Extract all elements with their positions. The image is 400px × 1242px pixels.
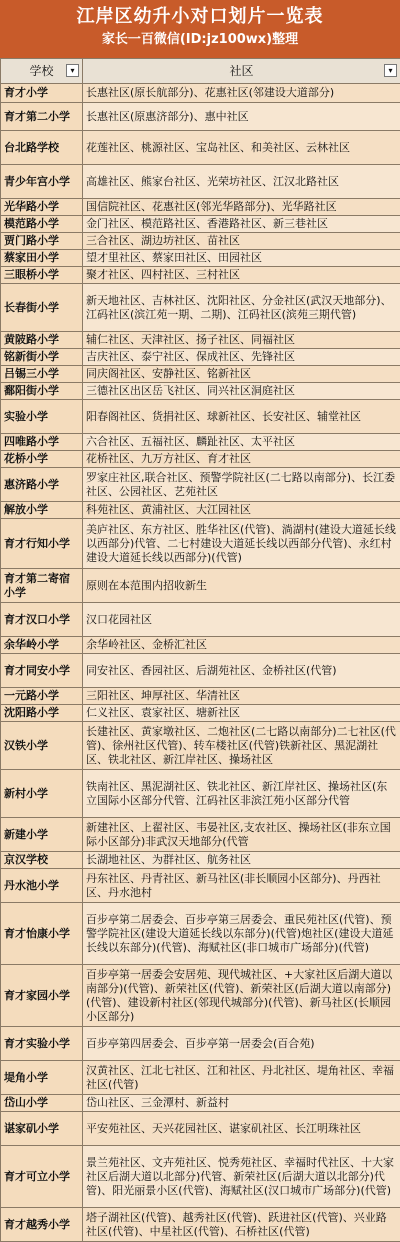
community-list-cell: 新天地社区、吉林社区、沈阳社区、分金社区(武汉天地部分)、江码社区(滨江苑一期、二期)、江码社区(滨苑三期代管) — [83, 284, 400, 332]
school-name-cell: 京汉学校 — [1, 852, 83, 869]
community-list-cell: 铁南社区、黑泥湖社区、铁北社区、新江岸社区、操场社区(东立国际小区部分代管、江码社区非滨江苑小区部分代管 — [83, 770, 400, 818]
table-row — [1, 131, 400, 165]
school-name-cell: 模范路小学 — [1, 216, 83, 233]
community-list-cell: 景兰苑社区、文卉苑社区、悦秀苑社区、幸福时代社区、十大家社区后湖大道以北部分)代管、新荣社区(后湖大道以北部分)代管)、阳光丽景小区(代管)、海赋社区(汉口城市广场部分)(代管) — [83, 1146, 400, 1208]
community-list-cell: 美庐社区、东方社区、胜华社区(代管)、淌湖村(建设大道延长线以西部分)代管、二七村建设大道延长线以西部分代管)、永红村建设大道延长线以西部分)(代管) — [83, 519, 400, 569]
community-list-cell: 仁义社区、袁家社区、塘新社区 — [83, 705, 400, 722]
table-row — [1, 349, 400, 366]
table-row — [1, 103, 400, 131]
community-list-cell: 百步亭第一居委会安居苑、现代城社区、+大家社区后湖大道以南部分)(代管)、新荣社区(代管)、新荣社区(后湖大道以南部分)(代管)、建设新村社区(邻现代城部分)(代管)、新马社区(长顺园小区部分) — [83, 965, 400, 1027]
table-row — [1, 1027, 400, 1061]
community-list-cell: 阳春阁社区、货捐社区、球新社区、长安社区、辅堂社区 — [83, 400, 400, 434]
community-list-cell: 长惠社区(原惠济部分)、惠中社区 — [83, 103, 400, 131]
school-name-cell: 岱山小学 — [1, 1095, 83, 1112]
community-list-cell: 汉黄社区、江北七社区、江和社区、丹北社区、堤角社区、幸福社区(代管) — [83, 1061, 400, 1095]
community-list-cell: 新建社区、上翟社区、韦晏社区,支农社区、操场社区(非东立国际小区部分)非武汉天地部分(代管 — [83, 818, 400, 852]
table-row — [1, 1112, 400, 1146]
table-row — [1, 654, 400, 688]
community-list-cell: 金门社区、模范路社区、香港路社区、新三巷社区 — [83, 216, 400, 233]
community-list-cell: 罗家庄社区,联合社区、预警学院社区(二七路以南部分)、长江委社区、公园社区、艺苑社区 — [83, 468, 400, 502]
community-list-cell: 同庆阁社区、安静社区、铭新社区 — [83, 366, 400, 383]
community-list-cell: 百步亭第二居委会、百步亭第三居委会、重民苑社区(代管)、预警学院社区(建设大道延长线以东部分)(代管)炮社区(建设大道延长线以东部分)(代管)、海赋社区(非口城市广场部分)(代管) — [83, 903, 400, 965]
table-row — [1, 165, 400, 199]
school-name-cell: 一元路小学 — [1, 688, 83, 705]
school-name-cell: 四唯路小学 — [1, 434, 83, 451]
community-list-cell: 丹东社区、丹青社区、新马社区(非长顺园小区部分)、丹西社区、丹水池村 — [83, 869, 400, 903]
school-name-cell: 谌家矶小学 — [1, 1112, 83, 1146]
school-name-cell: 育才同安小学 — [1, 654, 83, 688]
school-district-table — [0, 58, 400, 1242]
table-row — [1, 383, 400, 400]
table-row — [1, 569, 400, 603]
column-header-area[interactable] — [83, 59, 400, 84]
school-name-cell: 余华岭小学 — [1, 637, 83, 654]
school-name-cell: 台北路学校 — [1, 131, 83, 165]
community-list-cell: 三合社区、湖边坊社区、苗社区 — [83, 233, 400, 250]
community-list-cell: 吉庆社区、泰宁社区、保成社区、先锋社区 — [83, 349, 400, 366]
school-name-cell: 育才怡康小学 — [1, 903, 83, 965]
column-header-area-label: 社区 — [229, 64, 253, 78]
school-name-cell: 蔡家田小学 — [1, 250, 83, 267]
table-row — [1, 903, 400, 965]
table-row — [1, 366, 400, 383]
school-name-cell: 新村小学 — [1, 770, 83, 818]
page-header — [0, 0, 400, 58]
table-row — [1, 468, 400, 502]
school-name-cell: 育才可立小学 — [1, 1146, 83, 1208]
filter-dropdown-icon[interactable]: ▾ — [66, 64, 79, 77]
school-name-cell: 长春街小学 — [1, 284, 83, 332]
community-list-cell: 科苑社区、黄浦社区、大江园社区 — [83, 502, 400, 519]
school-name-cell: 实验小学 — [1, 400, 83, 434]
table-row — [1, 332, 400, 349]
table-row — [1, 818, 400, 852]
page-title: 江岸区幼升小对口划片一览表 — [0, 4, 400, 30]
community-list-cell: 长湖地社区、为群社区、航务社区 — [83, 852, 400, 869]
school-name-cell: 育才小学 — [1, 84, 83, 103]
table-row — [1, 519, 400, 569]
community-list-cell: 汉口花园社区 — [83, 603, 400, 637]
school-name-cell: 育才家园小学 — [1, 965, 83, 1027]
school-name-cell: 育才实验小学 — [1, 1027, 83, 1061]
school-name-cell: 育才第二寄宿小学 — [1, 569, 83, 603]
school-name-cell: 惠济路小学 — [1, 468, 83, 502]
school-name-cell: 育才汉口小学 — [1, 603, 83, 637]
table-row — [1, 434, 400, 451]
school-name-cell: 育才第二小学 — [1, 103, 83, 131]
table-row — [1, 603, 400, 637]
community-list-cell: 同安社区、香园社区、后湖苑社区、金桥社区(代管) — [83, 654, 400, 688]
community-list-cell: 余华岭社区、金桥汇社区 — [83, 637, 400, 654]
school-name-cell: 新建小学 — [1, 818, 83, 852]
table-row — [1, 869, 400, 903]
page-subtitle: 家长一百微信(ID:jz100wx)整理 — [0, 30, 400, 50]
community-list-cell: 平安苑社区、天兴花园社区、谌家矶社区、长江明珠社区 — [83, 1112, 400, 1146]
school-name-cell: 光华路小学 — [1, 199, 83, 216]
school-name-cell: 堤角小学 — [1, 1061, 83, 1095]
table-row — [1, 852, 400, 869]
table-row — [1, 1095, 400, 1112]
table-row — [1, 770, 400, 818]
school-name-cell: 育才行知小学 — [1, 519, 83, 569]
table-row — [1, 233, 400, 250]
community-list-cell: 原则在本范围内招收新生 — [83, 569, 400, 603]
column-header-school-label: 学校 — [29, 64, 53, 78]
school-name-cell: 吕锡三小学 — [1, 366, 83, 383]
table-row — [1, 965, 400, 1027]
community-list-cell: 三德社区出区岳飞社区、同兴社区洞庭社区 — [83, 383, 400, 400]
school-name-cell: 黄陂路小学 — [1, 332, 83, 349]
community-list-cell: 岱山社区、三金潭村、新益村 — [83, 1095, 400, 1112]
community-list-cell: 花莲社区、桃源社区、宝岛社区、和美社区、云林社区 — [83, 131, 400, 165]
table-row — [1, 400, 400, 434]
table-row — [1, 688, 400, 705]
community-list-cell: 花桥社区、九万方社区、育才社区 — [83, 451, 400, 468]
table-row — [1, 1061, 400, 1095]
community-list-cell: 国信院社区、花惠社区(邻光华路部分)、光华路社区 — [83, 199, 400, 216]
table-row — [1, 637, 400, 654]
school-name-cell: 铭新街小学 — [1, 349, 83, 366]
table-row — [1, 705, 400, 722]
community-list-cell: 长建社区、黄家墩社区、二炮社区(二七路以南部分)二七社区(代管)、徐州社区代管)、转车楼社区(代管)铁新社区、黑泥湖社区、铁北社区、新江岸社区、操场社区 — [83, 722, 400, 770]
school-name-cell: 鄱阳街小学 — [1, 383, 83, 400]
filter-dropdown-icon[interactable]: ▾ — [384, 64, 397, 77]
school-name-cell: 丹水池小学 — [1, 869, 83, 903]
table-row — [1, 84, 400, 103]
school-name-cell: 花桥小学 — [1, 451, 83, 468]
school-name-cell: 沈阳路小学 — [1, 705, 83, 722]
table-row — [1, 1208, 400, 1242]
table-row — [1, 284, 400, 332]
community-list-cell: 辅仁社区、天津社区、扬子社区、同福社区 — [83, 332, 400, 349]
community-list-cell: 百步亭第四居委会、百步亭第一居委会(百合苑) — [83, 1027, 400, 1061]
school-name-cell: 汉铁小学 — [1, 722, 83, 770]
community-list-cell: 聚才社区、四村社区、三村社区 — [83, 267, 400, 284]
table-row — [1, 451, 400, 468]
community-list-cell: 塔子湖社区(代管)、越秀社区(代管)、跃进社区(代管)、兴业路社区(代管)、中星社区(代管)、石桥社区(代管) — [83, 1208, 400, 1242]
table-row — [1, 267, 400, 284]
school-name-cell: 贾门路小学 — [1, 233, 83, 250]
community-list-cell: 三阳社区、坤厚社区、华清社区 — [83, 688, 400, 705]
community-list-cell: 望才里社区、蔡家田社区、田园社区 — [83, 250, 400, 267]
table-row — [1, 216, 400, 233]
community-list-cell: 六合社区、五福社区、麟趾社区、太平社区 — [83, 434, 400, 451]
school-name-cell: 解放小学 — [1, 502, 83, 519]
table-header-row — [1, 59, 400, 84]
school-name-cell: 青少年宫小学 — [1, 165, 83, 199]
school-name-cell: 育才越秀小学 — [1, 1208, 83, 1242]
table-row — [1, 722, 400, 770]
table-row — [1, 502, 400, 519]
community-list-cell: 高雄社区、熊家台社区、光荣坊社区、江汉北路社区 — [83, 165, 400, 199]
table-row — [1, 1146, 400, 1208]
column-header-school[interactable] — [1, 59, 83, 84]
table-row — [1, 250, 400, 267]
community-list-cell: 长惠社区(原长航部分)、花惠社区(邻建设大道部分) — [83, 84, 400, 103]
school-name-cell: 三眼桥小学 — [1, 267, 83, 284]
table-row — [1, 199, 400, 216]
